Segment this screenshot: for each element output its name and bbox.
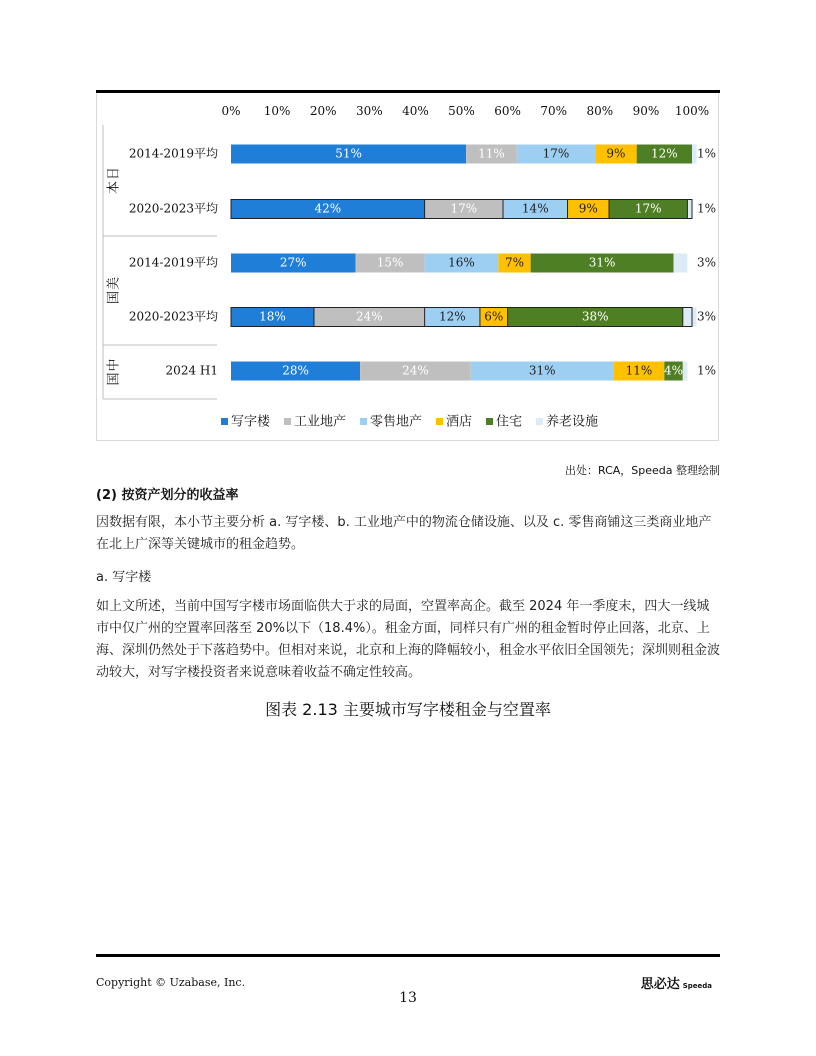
legend-swatch xyxy=(221,418,228,425)
data-label: 17% xyxy=(450,201,478,216)
bar-segment xyxy=(692,145,697,164)
legend-label: 写字楼 xyxy=(231,414,271,430)
page-number: 13 xyxy=(399,990,417,1006)
section-heading: (2) 按资产划分的收益率 xyxy=(96,488,239,503)
axis-tick-label: 90% xyxy=(632,104,660,118)
bar-segment xyxy=(683,362,688,381)
source-note: 出处：RCA，Speeda 整理绘制 xyxy=(564,464,720,477)
data-label: 1% xyxy=(697,363,717,378)
legend-label: 养老设施 xyxy=(546,414,599,430)
data-label: 16% xyxy=(448,255,475,270)
axis-tick-label: 50% xyxy=(448,104,475,118)
data-label: 18% xyxy=(259,309,286,324)
legend-swatch xyxy=(536,418,543,425)
chart-frame xyxy=(96,93,719,441)
data-label: 24% xyxy=(355,309,383,324)
data-label: 51% xyxy=(335,146,362,161)
logo-text: 思必达 xyxy=(640,977,680,992)
axis-tick-label: 80% xyxy=(586,104,614,118)
axis-tick-label: 60% xyxy=(494,104,521,118)
data-label: 17% xyxy=(634,201,662,216)
data-label: 4% xyxy=(664,363,684,378)
axis-tick-label: 100% xyxy=(674,104,710,118)
category-label: 2020-2023平均 xyxy=(128,309,218,324)
figure-title: 图表 2.13 主要城市写字楼租金与空置率 xyxy=(265,700,551,719)
logo-sub: Speeda xyxy=(682,982,712,990)
axis-tick-label: 0% xyxy=(221,104,241,118)
subheading-office: a. 写字楼 xyxy=(96,570,152,585)
axis-tick-label: 10% xyxy=(263,104,291,118)
legend-swatch xyxy=(284,418,291,425)
data-label: 9% xyxy=(578,201,598,216)
axis-tick-label: 70% xyxy=(540,104,568,118)
data-label: 6% xyxy=(484,309,504,324)
data-label: 3% xyxy=(697,255,717,270)
group-label-char: 日 xyxy=(106,166,122,181)
data-label: 31% xyxy=(588,255,616,270)
data-label: 24% xyxy=(402,363,429,378)
data-label: 15% xyxy=(376,255,404,270)
bar-segment xyxy=(674,254,688,273)
group-label-char: 本 xyxy=(106,180,122,195)
legend-label: 工业地产 xyxy=(294,414,347,430)
data-label: 12% xyxy=(438,309,466,324)
copyright: Copyright © Uzabase, Inc. xyxy=(96,976,246,989)
legend-label: 零售地产 xyxy=(370,414,423,430)
data-label: 28% xyxy=(282,363,309,378)
data-label: 9% xyxy=(606,146,626,161)
data-label: 12% xyxy=(651,146,678,161)
legend-swatch xyxy=(360,418,367,425)
data-label: 11% xyxy=(478,146,505,161)
stacked-bar-chart xyxy=(97,93,718,439)
data-label: 3% xyxy=(697,309,717,324)
data-label: 7% xyxy=(504,255,525,270)
group-label-char: 国 xyxy=(106,290,122,305)
data-label: 1% xyxy=(697,146,717,161)
legend-label: 住宅 xyxy=(496,414,523,430)
data-label: 42% xyxy=(314,201,342,216)
group-label-char: 美 xyxy=(106,276,122,291)
axis-tick-label: 20% xyxy=(309,104,337,118)
bottom-rule xyxy=(96,954,720,957)
category-label: 2014-2019平均 xyxy=(128,255,218,270)
data-label: 31% xyxy=(528,363,556,378)
axis-tick-label: 30% xyxy=(355,104,383,118)
bar-segment xyxy=(687,200,692,219)
data-label: 1% xyxy=(697,201,717,216)
group-label-char: 国 xyxy=(106,372,122,386)
legend-swatch xyxy=(436,418,443,425)
data-label: 17% xyxy=(542,146,570,161)
category-label: 2020-2023平均 xyxy=(128,201,218,216)
axis-tick-label: 40% xyxy=(402,104,429,118)
paragraph-office: 如上文所述，当前中国写字楼市场面临供大于求的局面，空置率高企。截至 2024 年一季度末，四大一线城市中仅广州的空置率回落至 20%以下（18.4%）。租金方面，同样只有广州的租金暂时停止回落，北京、上海、深圳仍然处于下落趋势中。但相对来说，北京和上海的降幅较小，租金水平依旧全国领先；深圳则租金波动较大，对写字楼投资者来说意味着收益不确定性较高。 xyxy=(96,599,721,680)
data-label: 27% xyxy=(279,255,307,270)
data-label: 11% xyxy=(625,363,653,378)
data-label: 14% xyxy=(521,201,549,216)
paragraph-intro: 因数据有限，本小节主要分析 a. 写字楼、b. 工业地产中的物流仓储设施、以及 c. 零售商铺这三类商业地产在北上广深等关键城市的租金趋势。 xyxy=(96,515,712,552)
data-label: 38% xyxy=(581,309,609,324)
category-label: 2024 H1 xyxy=(165,363,218,378)
legend-label: 酒店 xyxy=(446,414,473,430)
category-label: 2014-2019平均 xyxy=(128,146,218,161)
group-label-char: 中 xyxy=(106,358,122,372)
legend-swatch xyxy=(486,418,493,425)
bar-segment xyxy=(683,308,697,327)
